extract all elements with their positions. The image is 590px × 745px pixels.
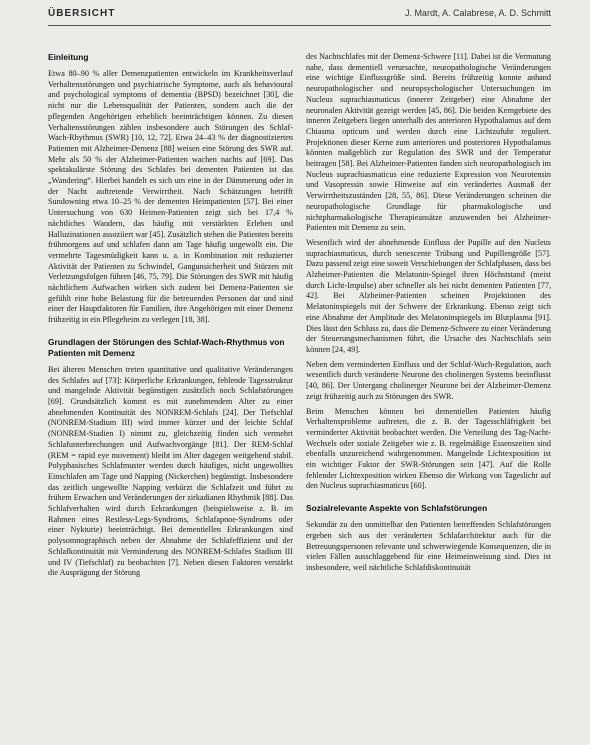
left-column (48, 52, 293, 742)
paragraph: Neben dem verminderten Einfluss und der Schlaf-Wach-Regulation, auch wesentlich durch veränderte Neurone des cholinergen Systems beeinflusst [40, 86]. Der Untergang cholinerger Neurone bei der Alzheimer-Demenz zeigt frühzeitig auch zu Störungen des SWR. (306, 359, 551, 401)
section-heading-sozialrelevante: Sozialrelevante Aspekte von Schlafstörungen (306, 503, 488, 514)
section-heading-einleitung: Einleitung (48, 52, 89, 62)
author-line: J. Mardt, A. Calabrese, A. D. Schmitt (404, 8, 551, 18)
right-column (306, 52, 551, 742)
paragraph: Beim Menschen können bei dementiellen Patienten häufig Verhaltensprobleme auftreten, die z. B. der Tagesschläfrigkeit bei verminderter Aktivität beobachtet werden. Die Verteilung des Tag-Nacht-Wechsels oder soziale Zeitgeber wie z. B. regelmäßige Essenszeiten sind ebenfalls unzureichend wahrgenommen. Mangelnde Lichtexposition ist ein wichtiger Faktor der SWR-Störungen sein [47]. Auf die Rolle fehlender Lichtexposition wirken Ebenso die Wirkung von Tageslicht auf den Nucleus suprachiasmaticus [60]. (306, 406, 551, 491)
paragraph: Wesentlich wird der abnehmende Einfluss der Pupille auf den Nucleus suprachiasmaticus, durch senescente Trübung und Pupillengröße [57]. Dazu passend zeigt eine soweit Verschiebungen der Schlafphasen, dass bei Alzheimer-Patienten die Melatonin-Spiegel ihren Höchststand (meist durch Licht-Impulse) aber schneller als bei nicht dementen Patienten [77, 42]. Bei Alzheimer-Patienten scheinen Projektionen des Melatoninspiegels mit der Schwere der Erkrankung. Ebenso zeigt sich eine Abnahme der Amplitude des Melatoninspiegels im Blutplasma [91]. Dies lässt den Schluss zu, dass die Demenz-Schwere zu einer Veränderung der Steuerungsmechanismen führt, die Ursache des Nachtschlafs sein können [24, 49]. (306, 237, 551, 354)
section-label: ÜBERSICHT (48, 8, 116, 19)
running-header (48, 8, 551, 24)
paragraph: Bei älteren Menschen treten quantitative und qualitative Veränderungen des Schlafes auf [73]: Körperliche Erkrankungen, fehlende Tagesstruktur und mangelnde Aktivität begünstigen zusätzlich noch Schlafstörungen [69]. Grundsätzlich kommt es mit zunehmendem Alter zu einer abnehmenden Kontinuität des NONREM-Schlafs [24]. Der Tiefschlaf (NONREM-Stadium III) wird immer kürzer und der leichte Schlaf (NONREM-Stadien I) nimmt zu, gleichzeitig finden sich vermehrt Schlafunterbrechungen und Aufwachvorgänge [81]. Der REM-Schlaf (REM = rapid eye movement) bleibt im Alter dagegen weitgehend stabil. Polyphasisches Schlafmuster werden durch häufiges, nicht ungewolltes Einschlafen am Tage und Napping (Nickerchen) begünstigt. Insbesondere das zeitlich ungewollte Napping verkürzt die Schlafzeit und führt zu frühem Erwachen und Veränderungen der zirkadianen Rhythmik [88]. Das Schlafverhalten wird durch Erkrankungen (beispielsweise z. B. im Rahmen eines Restless-Legs-Syndroms, Schlafapnoe-Syndroms oder einer Nykturie) beeinträchtigt. Bei dementiellen Erkrankungen sind polysomnographisch neben der Abnahme der Schlafeffizienz und der Schlafkontinuität mit Verminderung des NONREM-Schlafes Stadium III und IV (Tiefschlaf) zu beobachten [7]. Neben diesen Faktoren verstärkt die Ausprägung der Störung (48, 364, 293, 578)
paragraph: Etwa 80–90 % aller Demenzpatienten entwickeln im Krankheitsverlauf Verhaltensstörungen und psychiatrische Symptome, auch als behavioural and psychological symptoms of dementia (BPSD) bezeichnet [30], die nicht nur die Lebensqualität der Patienten, sondern auch die der pflegenden Angehörigen erheblich beeinträchtigen können. Zu diesen Verhaltensstörungen zählen insbesondere auch Störungen des Schlaf-Wach-Rhythmus (SWR) [10, 12, 72]. Etwa 24–43 % der diagnostizierten Patienten mit Alzheimer-Demenz [88] weisen eine Störung des SWR auf. Mehr als 50 % der Alzheimer-Patienten wachen nachts auf [69]. Das spektakulärste Störung des Schlafes bei dementen Patienten ist das „Wandering“. Hierbei handelt es sich um eine in der Dämmerung oder in der Nacht auftretende Verwirrtheit. Nach Schätzungen betrifft Sundowning etwa 10–25 % der dementen Heimpatienten [57]. Bei einer Untersuchung von 630 Heimen-Patienten zeigt sich bei 17,4 % nächtliches Wandern, das häufig mit verstärkten Erleben und Halluzinationen assoziiert war [45]. Zusätzlich stehen die Patienten bereits frühmorgens auf und schlafen dann am Tage häufig ungewollt ein. Die vermehrte Tagesmüdigkeit kann u. a. in Kombination mit reduzierter Aktivität der Patienten zu Schwindel, Gangunsicherheit und Stürzen mit Verletzungsfolgen führen [46, 75, 79]. Die Störungen des SWR mit häufig nächtlichem Aufwachen wirken sich zudem bei Demenz-Patienten sie gefühlt eine hohe Belastung für die betreuenden Personen dar und sind einer der Hauptfaktoren für Familien, ihre Angehörigen mit einer Demenz frühzeitig in ein Pflegeheim zu verlegen [18, 38]. (48, 69, 293, 325)
paragraph: Sekundär zu den unmittelbar den Patienten betreffenden Schlafstörungen ergeben sich aus der veränderten Schlafarchitektur auch für die Betreuungspersonen relevante und schwerwiegende Konsequenzen, die in vielen Fällen ausschlaggebend für eine Heimeinweisung sind. Dies ist insbesondere, weil nächtliche Schlafdiskontinuität (306, 520, 551, 572)
paragraph: des Nachtschlafes mit der Demenz-Schwere [11]. Dabei ist die Vermutung nahe, dass dementiell verursachte, neuropathologische Veränderungen eine wichtige Einflussgröße sind. Bereits frühzeitig konnte anhand neuropathologischer und neuropsychologischer Untersuchungen im Nucleus suprachiasmaticus (innerer Zeitgeber) eine Abnahme der neuronalen Aktivität gezeigt werden [45, 86]. Die beiden Kerngebiete des inneren Zeitgebers liegen unterhalb des anterioren Hypothalamus auf dem Chiasma opticum und werden durch eine Lichtzufuhr reguliert. Projektionen dieser Kerne zum anterioren und posterioren Hypothalamus könnten maßgeblich zur Regulation des SWR und der Temperatur beitragen [58]. Bei Alzheimer-Patienten fanden sich neuropathologisch im Nucleus suprachiasmaticus eine reduzierte Expression von Neurotensin und Vasopressin sowie Hinweise auf ein verändertes Ausmaß der Verwirrtheitszuständen [28, 55, 86]. Diese Veränderungen scheinen die neuropathologische Grundlage für pharmakologische und nichtpharmakologische Therapieansätze anzuwenden bei Alzheimer-Patienten mit Demenz zu sein. (306, 52, 551, 233)
header-divider (48, 25, 551, 26)
section-heading-grundlagen: Grundlagen der Störungen des Schlaf-Wach-Rhythmus von Patienten mit Demenz (48, 336, 285, 358)
